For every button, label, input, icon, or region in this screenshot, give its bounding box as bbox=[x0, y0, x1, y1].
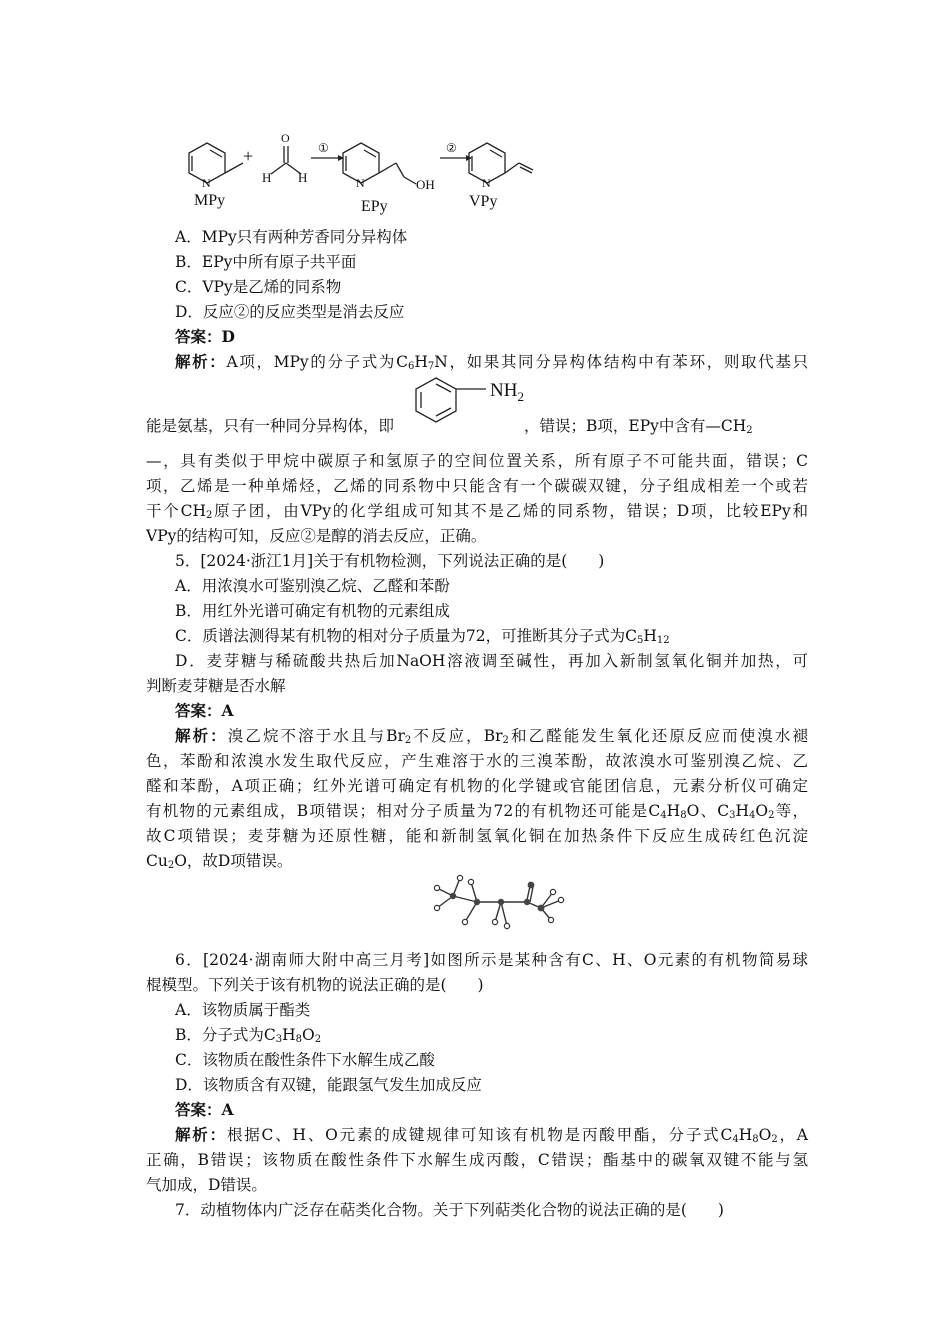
q6-exp1-sub-3: 2 bbox=[771, 1134, 778, 1145]
q6-explanation-line-3: 气加成，D错误。 bbox=[146, 1176, 267, 1194]
plus-sign: + bbox=[243, 146, 254, 166]
q6-stem-line-1: 6．[2024·湖南师大附中高三月考]如图所示是某种含有C、H、O元素的有机物简易球 bbox=[175, 951, 808, 969]
q6-option-a: A．该物质属于酯类 bbox=[175, 1001, 311, 1019]
oxygen-label: O bbox=[281, 131, 290, 145]
q6-answer: 答案：A bbox=[175, 1100, 234, 1119]
svg-text:NH2 bbox=[490, 380, 524, 404]
q5-optc-sub-1: 5 bbox=[636, 635, 644, 646]
q5-exp4-sub-3: 3 bbox=[729, 810, 736, 821]
q5-explanation-line-4 bbox=[146, 799, 808, 823]
q6-exp1-sub-1: 4 bbox=[732, 1134, 739, 1145]
q5-exp4-text-d: H bbox=[735, 802, 750, 820]
q7-stem: 7．动植物体内广泛存在萜类化合物。关于下列萜类化合物的说法正确的是( ) bbox=[175, 1201, 724, 1219]
q6-option-d: D．该物质含有双键，能跟氢气发生加成反应 bbox=[175, 1076, 482, 1094]
q4-option-d: D．反应②的反应类型是消去反应 bbox=[175, 303, 405, 321]
q6-exp1-text-b: H bbox=[738, 1126, 753, 1144]
q5-explanation-label: 解析： bbox=[175, 726, 228, 745]
q5-option-a: A．用浓溴水可鉴别溴乙烷、乙醛和苯酚 bbox=[175, 577, 450, 595]
hydrogen-label-right: H bbox=[298, 170, 308, 185]
q5-exp6-sub: 2 bbox=[167, 860, 175, 871]
q5-exp1-text-c: 和乙醛能发生氧化还原反应而使溴水褪 bbox=[508, 727, 808, 745]
aniline-nh: NH bbox=[490, 380, 518, 401]
q6-exp1-text-a: 根据C、H、O元素的成键规律可知该有机物是丙酸甲酯，分子式C bbox=[226, 1126, 733, 1144]
q4-option-b: B．EPy中所有原子共平面 bbox=[175, 253, 357, 271]
q4-explanation-line-2 bbox=[146, 414, 808, 438]
q4-explanation-label: 解析： bbox=[175, 352, 227, 371]
q5-explanation-line-6 bbox=[146, 849, 808, 873]
q5-explanation-line-5: 故C项错误；麦芽糖为还原性糖，能和新制氢氧化铜在加热条件下反应生成砖红色沉淀 bbox=[146, 827, 808, 845]
q5-exp4-text-e: O bbox=[755, 802, 769, 820]
q4-exp2-text-b: ，错误；B项，EPy中含有—CH bbox=[524, 417, 747, 435]
q5-exp4-sub-5: 2 bbox=[768, 810, 775, 821]
q6-optb-sub-1: 3 bbox=[275, 1034, 283, 1045]
q4-exp1-text-a: A项，MPy的分子式为C bbox=[226, 353, 408, 371]
hydrogen-label-left: H bbox=[262, 170, 272, 185]
q6-explanation-label: 解析： bbox=[175, 1125, 227, 1144]
q4-exp5-sub: 2 bbox=[205, 510, 213, 521]
q4-exp5-text-b: 原子团，由VPy的化学组成可知其不是乙烯的同系物，错误；D项，比较EPy和 bbox=[212, 502, 808, 520]
q5-exp4-text-a: 有机物的元素组成，B项错误；相对分子质量为72的有机物还可能是C bbox=[146, 802, 661, 820]
q6-optb-text-b: H bbox=[282, 1026, 296, 1044]
q5-explanation-line-3: 醛和苯酚，A项正确；红外光谱可确定有机物的化学键或官能团信息，元素分析仪可确定 bbox=[146, 777, 808, 795]
q4-answer: 答案：D bbox=[175, 327, 235, 346]
q4-exp2-text-a: 能是氨基，只有一种同分异构体，即 bbox=[146, 417, 395, 435]
mpy-nitrogen-label: N bbox=[202, 176, 211, 190]
q6-optb-text-c: O bbox=[302, 1026, 315, 1044]
q4-explanation-line-4: 项，乙烯是一种单烯烃，乙烯的同系物中只能含有一个碳碳双键，分子组成相差一个或若 bbox=[146, 477, 808, 495]
epy-nitrogen-label: N bbox=[356, 176, 365, 190]
q5-explanation-line-2: 色，苯酚和浓溴水发生取代反应，产生难溶于水的三溴苯酚，故浓溴水可鉴别溴乙烷、乙 bbox=[146, 752, 808, 770]
q5-exp4-sub-2: 8 bbox=[680, 810, 687, 821]
q6-optb-sub-2: 8 bbox=[295, 1034, 303, 1045]
q4-option-a: A．MPy只有两种芳香同分异构体 bbox=[175, 228, 408, 246]
q5-exp4-sub-4: 4 bbox=[749, 810, 756, 821]
step-two-label: ② bbox=[446, 141, 457, 155]
q5-option-b: B．用红外光谱可确定有机物的元素组成 bbox=[175, 602, 450, 620]
q4-explanation-line-5 bbox=[146, 499, 808, 523]
q4-exp5-text-a: 干个CH bbox=[146, 502, 206, 520]
q4-exp1-text-c: N，如果其同分异构体结构中有苯环，则取代基只 bbox=[434, 353, 808, 371]
q5-exp1-sub-1: 2 bbox=[404, 735, 412, 746]
q4-explanation-line-3: —，具有类似于甲烷中碳原子和氢原子的空间位置关系，所有原子不可能共面，错误；C bbox=[146, 452, 808, 470]
reaction-scheme bbox=[0, 0, 950, 215]
q4-exp1-sub-1: 6 bbox=[407, 361, 415, 372]
q5-option-d-line-2: 判断麦芽糖是否水解 bbox=[146, 677, 286, 695]
q5-exp4-text-c: O、C bbox=[686, 802, 730, 820]
q5-optc-text-a: C．质谱法测得某有机物的相对分子质量为72，可推断其分子式为C bbox=[175, 627, 637, 645]
q4-explanation-line-1 bbox=[175, 350, 808, 374]
epy-name: EPy bbox=[361, 198, 388, 215]
q6-exp1-text-d: ，A bbox=[777, 1126, 808, 1144]
q5-exp6-text-b: O，故D项错误。 bbox=[174, 852, 293, 870]
q5-exp1-text-a: 溴乙烷不溶于水且与Br bbox=[227, 727, 405, 745]
q6-stem-line-2: 棍模型。下列关于该有机物的说法正确的是( ) bbox=[146, 976, 484, 994]
step-one-label: ① bbox=[318, 141, 329, 155]
q5-exp6-text-a: Cu bbox=[146, 852, 168, 870]
q6-explanation-line-2: 正确，B错误；该物质在酸性条件下水解生成丙酸，C错误；酯基中的碳氧双键不能与氢 bbox=[146, 1151, 808, 1169]
q5-exp4-sub-1: 4 bbox=[660, 810, 667, 821]
q4-exp1-text-b: H bbox=[414, 353, 428, 371]
q5-stem: 5．[2024·浙江1月]关于有机物检测，下列说法正确的是( ) bbox=[175, 552, 605, 570]
q5-answer: 答案：A bbox=[175, 701, 234, 720]
hydroxyl-label: OH bbox=[416, 177, 435, 192]
q4-exp1-sub-2: 7 bbox=[427, 361, 435, 372]
q6-optb-text-a: B．分子式为C bbox=[175, 1026, 276, 1044]
ball-and-stick-model bbox=[425, 874, 575, 934]
q6-explanation-line-1 bbox=[175, 1123, 808, 1147]
vpy-nitrogen-label: N bbox=[482, 176, 491, 190]
q5-exp1-text-b: 不反应，Br bbox=[411, 727, 503, 745]
q4-option-c: C．VPy是乙烯的同系物 bbox=[175, 278, 342, 296]
q6-optb-sub-3: 2 bbox=[314, 1034, 322, 1045]
aniline-subscript: 2 bbox=[517, 389, 524, 404]
q5-optc-sub-2: 12 bbox=[656, 635, 670, 646]
vpy-name: VPy bbox=[469, 193, 498, 210]
q4-explanation-line-6: VPy的结构可知，反应②是醇的消去反应，正确。 bbox=[146, 527, 487, 545]
q6-exp1-sub-2: 8 bbox=[752, 1134, 759, 1145]
q5-exp4-text-b: H bbox=[666, 802, 681, 820]
q6-option-c: C．该物质在酸性条件下水解生成乙酸 bbox=[175, 1051, 435, 1069]
q5-option-d-line-1: D．麦芽糖与稀硫酸共热后加NaOH溶液调至碱性，再加入新制氢氧化铜并加热，可 bbox=[175, 652, 808, 670]
q6-exp1-text-c: O bbox=[758, 1126, 772, 1144]
q4-exp2-sub: 2 bbox=[746, 425, 753, 436]
mpy-name: MPy bbox=[194, 192, 226, 209]
q5-optc-text-b: H bbox=[643, 627, 657, 645]
q5-exp4-text-f: 等， bbox=[774, 802, 808, 820]
q5-option-c bbox=[175, 624, 670, 648]
q5-exp1-sub-2: 2 bbox=[502, 735, 509, 746]
q6-option-b bbox=[175, 1023, 321, 1047]
q5-explanation-line-1 bbox=[175, 724, 808, 748]
